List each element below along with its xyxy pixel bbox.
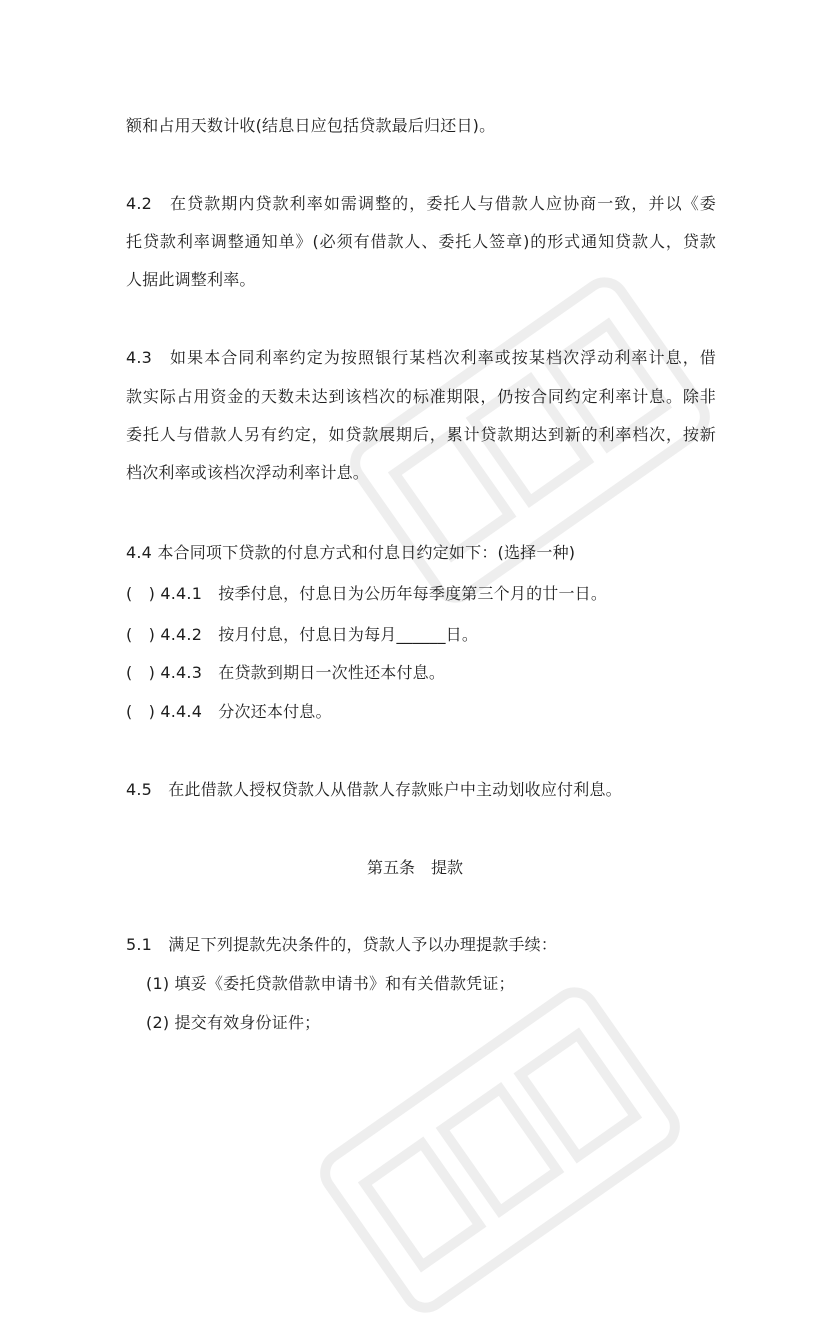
clause-4-3-line-2: 款实际占用资金的天数未达到该档次的标准期限，仍按合同约定利率计息。除非 [126,387,716,406]
clause-5-1-item-1: (1) 填妥《委托贷款借款申请书》和有关借款凭证； [146,974,515,993]
clause-5-1-intro: 5.1 满足下列提款先决条件的，贷款人予以办理提款手续： [126,935,558,954]
clause-4-4-option-1: ( ) 4.4.1 按季付息，付息日为公历年每季度第三个月的廿一日。 [126,584,608,603]
clause-4-2-line-3: 人据此调整利率。 [126,270,256,289]
section-heading-article-5: 第五条 提款 [366,858,463,877]
clause-4-4-option-3: ( ) 4.4.3 在贷款到期日一次性还本付息。 [126,663,446,682]
clause-4-5: 4.5 在此借款人授权贷款人从借款人存款账户中主动划收应付利息。 [126,780,622,799]
clause-4-4-intro: 4.4 本合同项下贷款的付息方式和付息日约定如下：(选择一种) [126,543,576,562]
clause-4-2-line-2: 托贷款利率调整通知单》(必须有借款人、委托人签章)的形式通知贷款人，贷款 [126,232,716,251]
clause-4-3-line-1: 4.3 如果本合同利率约定为按照银行某档次利率或按某档次浮动利率计息，借 [126,348,716,367]
clause-5-1-item-2: (2) 提交有效身份证件； [146,1013,321,1032]
clause-4-2-line-1: 4.2 在贷款期内贷款利率如需调整的，委托人与借款人应协商一致，并以《委 [126,194,716,213]
clause-4-3-line-4: 档次利率或该档次浮动利率计息。 [126,463,370,482]
clause-4-4-option-4: ( ) 4.4.4 分次还本付息。 [126,702,332,721]
paragraph-continuation: 额和占用天数计收(结息日应包括贷款最后归还日)。 [126,116,496,135]
clause-4-3-line-3: 委托人与借款人另有约定，如贷款展期后，累计贷款期达到新的利率档次，按新 [126,425,716,444]
clause-4-4-option-2: ( ) 4.4.2 按月付息，付息日为每月______日。 [126,625,479,644]
